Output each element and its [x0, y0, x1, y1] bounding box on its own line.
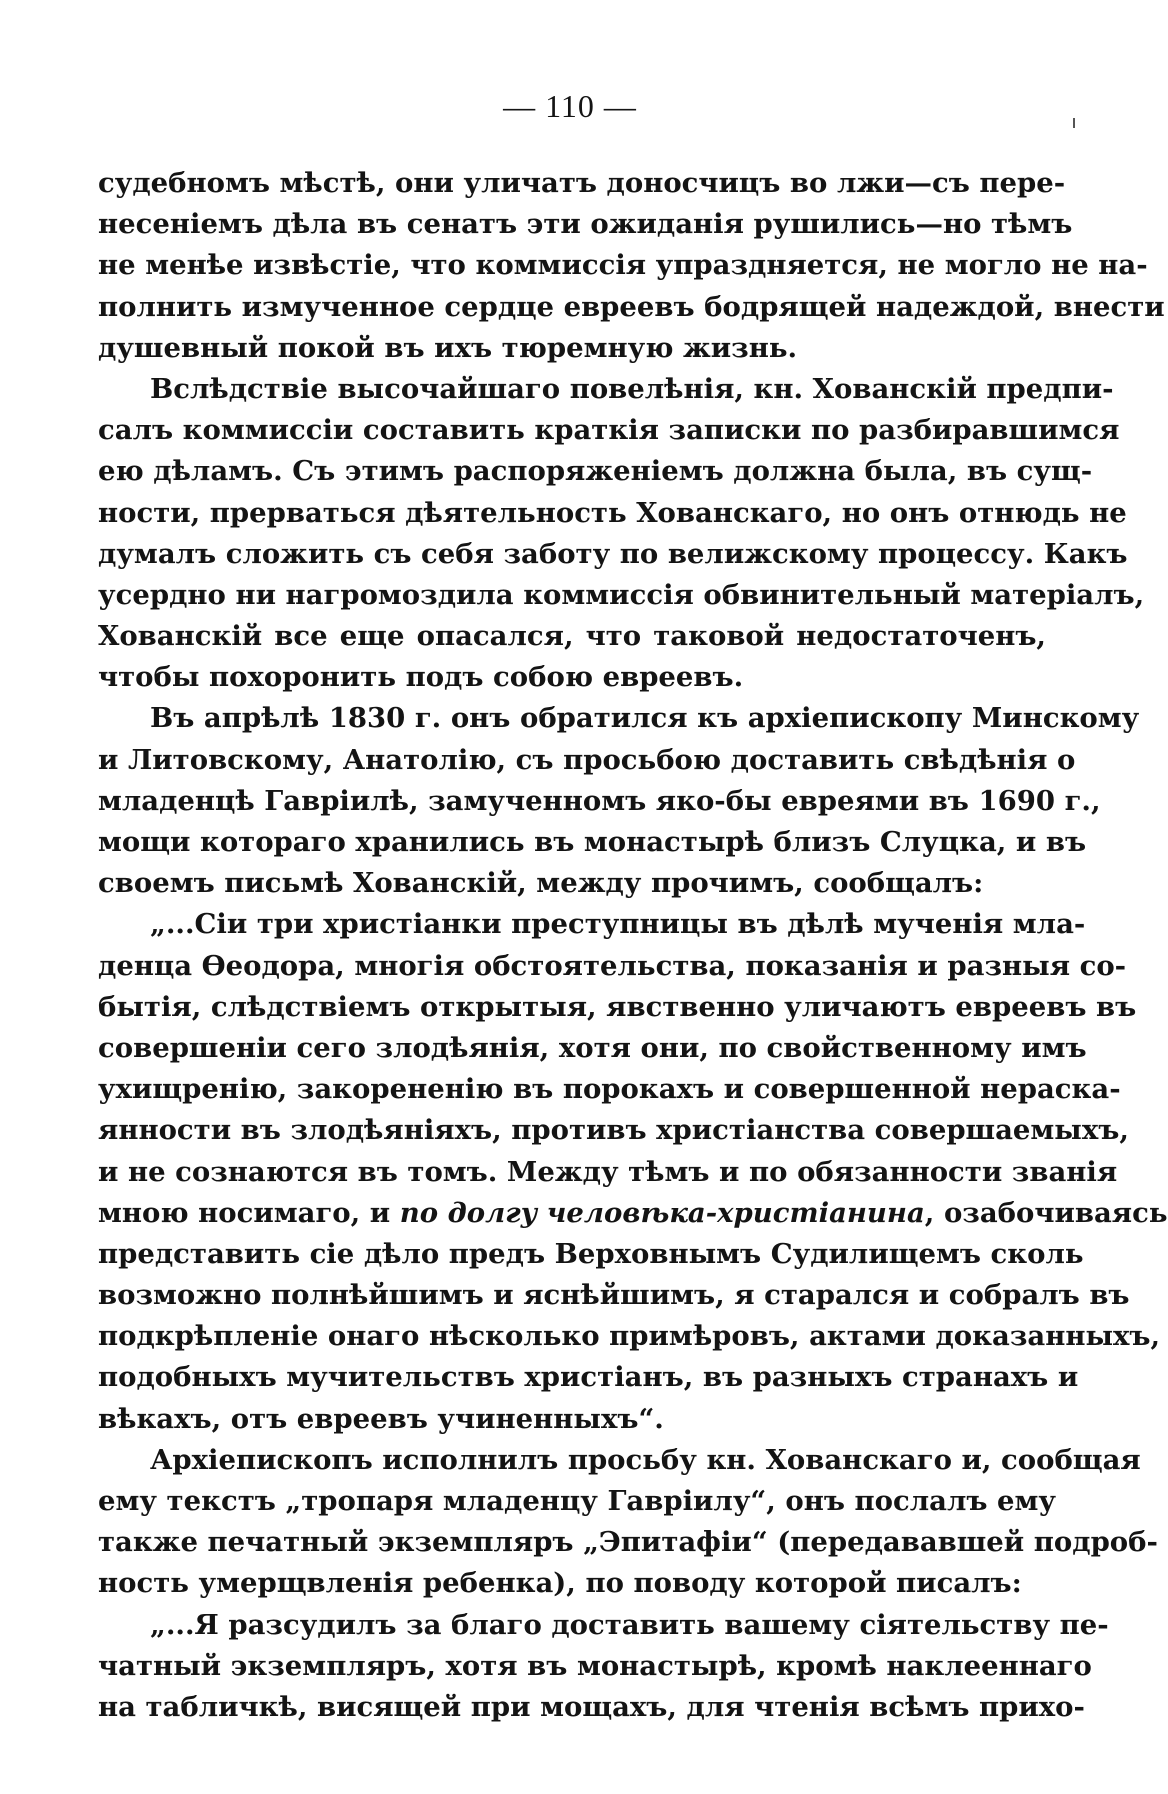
- text-line: своемъ письмѣ Хованскій, между прочимъ, сообщалъ:: [98, 867, 984, 900]
- text-line: денца Ѳеодора, многія обстоятельства, показанія и разныя со-: [98, 949, 1127, 982]
- text-line: ность умерщвленія ребенка), по поводу которой писалъ:: [98, 1567, 1022, 1600]
- body-text: [98, 163, 1168, 1728]
- text-line: судебномъ мѣстѣ, они уличатъ доносчицъ во лжи—съ пере-: [98, 167, 1066, 199]
- text-line: мощи котораго хранились въ монастырѣ близъ Слуцка, и въ: [98, 826, 1087, 858]
- text-line: чатный экземпляръ, хотя въ монастырѣ, кромѣ наклееннаго: [98, 1649, 1092, 1682]
- text-line: Въ апрѣлѣ 1830 г. онъ обратился къ архіепископу Минскому: [150, 702, 1140, 735]
- text-line: бытія, слѣдствіемъ открытыя, явственно уличаютъ евреевъ въ: [98, 990, 1137, 1023]
- text-line: „...Сіи три христіанки преступницы въ дѣлѣ мученія мла-: [150, 908, 1086, 941]
- text-line: „...Я разсудилъ за благо доставить вашему сіятельству пе-: [150, 1608, 1109, 1641]
- text-segment: мною носимаго, и: [98, 1196, 400, 1229]
- scan-mark: [1073, 118, 1075, 128]
- text-line: Хованскій все еще опасался, что таковой недостаточенъ,: [98, 620, 1046, 653]
- page-number: — 110 —: [503, 88, 637, 124]
- text-line: вѣкахъ, отъ евреевъ учиненныхъ“.: [98, 1402, 664, 1435]
- text-line: и Литовскому, Анатолію, съ просьбою доставить свѣдѣнія о: [98, 743, 1076, 776]
- text-line: душевный покой въ ихъ тюремную жизнь.: [98, 331, 798, 364]
- text-line: Архіепископъ исполнилъ просьбу кн. Хованскаго и, сообщая: [150, 1443, 1141, 1476]
- text-line: ему текстъ „тропаря младенцу Гавріилу“, онъ послалъ ему: [98, 1485, 1057, 1517]
- text-line: на табличкѣ, висящей при мощахъ, для чтенія всѣмъ прихо-: [98, 1690, 1085, 1723]
- text-line: думалъ сложить съ себя заботу по велижскому процессу. Какъ: [98, 537, 1128, 570]
- text-line: чтобы похоронить подъ собою евреевъ.: [98, 661, 744, 694]
- text-line: подобныхъ мучительствъ христіанъ, въ разныхъ странахъ и: [98, 1361, 1079, 1394]
- text-line-mixed: [98, 1193, 1168, 1234]
- text-line: совершеніи сего злодѣянія, хотя они, по свойственному имъ: [98, 1031, 1087, 1064]
- text-line: несеніемъ дѣла въ сенатъ эти ожиданія рушились—но тѣмъ: [98, 208, 1073, 241]
- text-line: также печатный экземпляръ „Эпитафіи“ (передававшей подроб-: [98, 1526, 1158, 1559]
- text-line: салъ коммиссіи составить краткія записки по разбиравшимся: [98, 414, 1120, 447]
- text-line: не менѣе извѣстіе, что коммиссія упраздняется, не могло не на-: [98, 249, 1148, 282]
- text-line: возможно полнѣйшимъ и яснѣйшимъ, я старался и собралъ въ: [98, 1279, 1130, 1312]
- italic-phrase: по долгу человѣка-христіанина: [399, 1196, 925, 1229]
- text-line: ности, прерваться дѣятельность Хованскаго, но онъ отнюдь не: [98, 496, 1127, 529]
- text-line: младенцѣ Гавріилѣ, замученномъ яко-бы евреями въ 1690 г.,: [98, 784, 1101, 817]
- text-line: ухищренію, закорененію въ порокахъ и совершенной нераска-: [98, 1073, 1121, 1106]
- text-line: янности въ злодѣяніяхъ, противъ христіанства совершаемыхъ,: [98, 1114, 1129, 1147]
- text-line: Вслѣдствіе высочайшаго повелѣнія, кн. Хованскій предпи-: [150, 372, 1114, 405]
- text-line: усердно ни нагромоздила коммиссія обвинительный матеріалъ,: [98, 578, 1145, 611]
- text-segment: , озабочиваясь: [924, 1196, 1168, 1229]
- text-line: ею дѣламъ. Съ этимъ распоряженіемъ должна была, въ сущ-: [98, 455, 1093, 488]
- text-line: представить сіе дѣло предъ Верховнымъ Судилищемъ сколь: [98, 1237, 1084, 1270]
- text-line: подкрѣпленіе онаго нѣсколько примѣровъ, актами доказанныхъ,: [98, 1320, 1161, 1353]
- text-line: и не сознаются въ томъ. Между тѣмъ и по обязанности званія: [98, 1155, 1118, 1188]
- text-line: полнить измученное сердце евреевъ бодрящей надеждой, внести: [98, 290, 1165, 323]
